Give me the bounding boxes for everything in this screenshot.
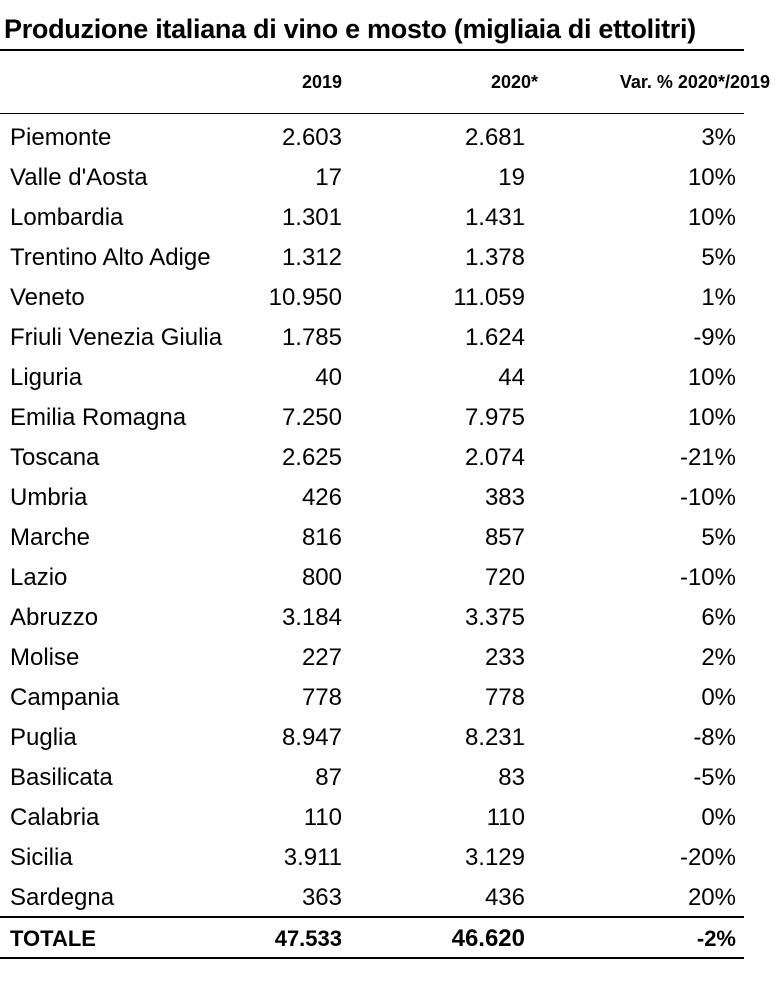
value-2019-cell: 87 [315, 764, 342, 791]
table-row [0, 838, 744, 878]
region-cell: Sardegna [10, 884, 115, 911]
table-row [0, 358, 744, 398]
value-2020-cell: 2.074 [464, 444, 525, 471]
value-2019-cell: 426 [301, 484, 342, 511]
value-2020-cell: 857 [484, 524, 525, 551]
region-cell: Abruzzo [10, 604, 99, 631]
table-row [0, 878, 744, 918]
value-2019-cell: 3.184 [281, 604, 342, 631]
value-2020-cell: 83 [498, 764, 525, 791]
value-2019-cell: 2.625 [281, 444, 342, 471]
variation-cell: 10% [687, 204, 736, 231]
value-2019-cell: 800 [301, 564, 342, 591]
region-cell: Piemonte [10, 124, 112, 151]
variation-cell: 20% [687, 884, 736, 911]
table-row [0, 158, 744, 198]
variation-cell: 0% [701, 684, 736, 711]
variation-cell: 10% [687, 164, 736, 191]
value-2019-cell: 3.911 [283, 844, 342, 871]
value-2019-cell: 17 [315, 164, 342, 191]
variation-cell: 5% [701, 244, 736, 271]
value-2019-cell: 363 [301, 884, 342, 911]
value-2019-cell: 1.312 [281, 244, 342, 271]
variation-cell: 5% [701, 524, 736, 551]
variation-cell: -10% [679, 564, 736, 591]
value-2019-cell: 7.250 [281, 404, 342, 431]
value-2019-cell: 1.301 [281, 204, 342, 231]
header-2019: 2019 [301, 72, 342, 92]
total-label: TOTALE [10, 926, 96, 951]
value-2020-cell: 778 [484, 684, 525, 711]
region-cell: Basilicata [10, 764, 113, 791]
total-2020: 46.620 [451, 925, 525, 952]
value-2020-cell: 1.431 [464, 204, 525, 231]
variation-cell: -20% [679, 844, 736, 871]
region-cell: Sicilia [10, 844, 73, 871]
table-row [0, 638, 744, 678]
value-2019-cell: 40 [315, 364, 342, 391]
value-2019-cell: 10.950 [268, 284, 342, 311]
table-row [0, 238, 744, 278]
variation-cell: -21% [679, 444, 736, 471]
variation-cell: 6% [701, 604, 736, 631]
value-2020-cell: 720 [484, 564, 525, 591]
variation-cell: 2% [701, 644, 736, 671]
variation-cell: 10% [687, 364, 736, 391]
value-2019-cell: 2.603 [281, 124, 342, 151]
table-row [0, 598, 744, 638]
table-row [0, 318, 744, 358]
value-2020-cell: 19 [498, 164, 525, 191]
bottom-rule [0, 957, 744, 959]
value-2020-cell: 1.378 [464, 244, 525, 271]
value-2020-cell: 44 [498, 364, 525, 391]
header-variation: Var. % 2020*/2019 [619, 72, 770, 92]
region-cell: Toscana [10, 444, 100, 471]
total-row [0, 919, 744, 959]
header-2020: 2020* [490, 72, 538, 92]
region-cell: Lombardia [10, 204, 124, 231]
region-cell: Friuli Venezia Giulia [10, 324, 223, 351]
table-row [0, 558, 744, 598]
region-cell: Calabria [10, 804, 100, 831]
value-2019-cell: 110 [303, 804, 342, 831]
region-cell: Campania [10, 684, 120, 711]
total-rule [0, 916, 744, 918]
value-2020-cell: 3.129 [464, 844, 525, 871]
table-row [0, 438, 744, 478]
value-2019-cell: 227 [301, 644, 342, 671]
value-2020-cell: 8.231 [464, 724, 525, 751]
variation-cell: 10% [687, 404, 736, 431]
value-2019-cell: 8.947 [281, 724, 342, 751]
region-cell: Liguria [10, 364, 83, 391]
value-2019-cell: 778 [301, 684, 342, 711]
table-title: Produzione italiana di vino e mosto (migliaia di ettolitri) [4, 14, 696, 44]
table-row [0, 118, 744, 158]
variation-cell: -8% [693, 724, 736, 751]
header-rule [0, 113, 744, 114]
table-row [0, 398, 744, 438]
total-variation: -2% [696, 926, 736, 951]
value-2020-cell: 3.375 [464, 604, 525, 631]
variation-cell: -9% [693, 324, 736, 351]
title-rule [0, 49, 744, 51]
table-row [0, 198, 744, 238]
table-row [0, 798, 744, 838]
region-cell: Trentino Alto Adige [10, 244, 211, 271]
total-2019: 47.533 [274, 926, 342, 951]
variation-cell: -5% [693, 764, 736, 791]
variation-cell: 1% [701, 284, 736, 311]
table-row [0, 278, 744, 318]
region-cell: Lazio [10, 564, 68, 591]
value-2020-cell: 7.975 [464, 404, 525, 431]
value-2020-cell: 2.681 [464, 124, 525, 151]
table-row [0, 478, 744, 518]
region-cell: Molise [10, 644, 80, 671]
value-2020-cell: 11.059 [453, 284, 525, 311]
value-2019-cell: 816 [301, 524, 342, 551]
region-cell: Valle d'Aosta [10, 164, 148, 191]
region-cell: Puglia [10, 724, 77, 751]
value-2020-cell: 383 [484, 484, 525, 511]
value-2020-cell: 233 [484, 644, 525, 671]
variation-cell: 3% [701, 124, 736, 151]
region-cell: Umbria [10, 484, 88, 511]
variation-cell: 0% [701, 804, 736, 831]
variation-cell: -10% [679, 484, 736, 511]
region-cell: Marche [10, 524, 91, 551]
region-cell: Emilia Romagna [10, 404, 187, 431]
value-2019-cell: 1.785 [281, 324, 342, 351]
table-row [0, 518, 744, 558]
value-2020-cell: 1.624 [464, 324, 525, 351]
table-row [0, 758, 744, 798]
value-2020-cell: 110 [486, 804, 525, 831]
table-row [0, 678, 744, 718]
table-row [0, 718, 744, 758]
value-2020-cell: 436 [484, 884, 525, 911]
region-cell: Veneto [10, 284, 85, 311]
